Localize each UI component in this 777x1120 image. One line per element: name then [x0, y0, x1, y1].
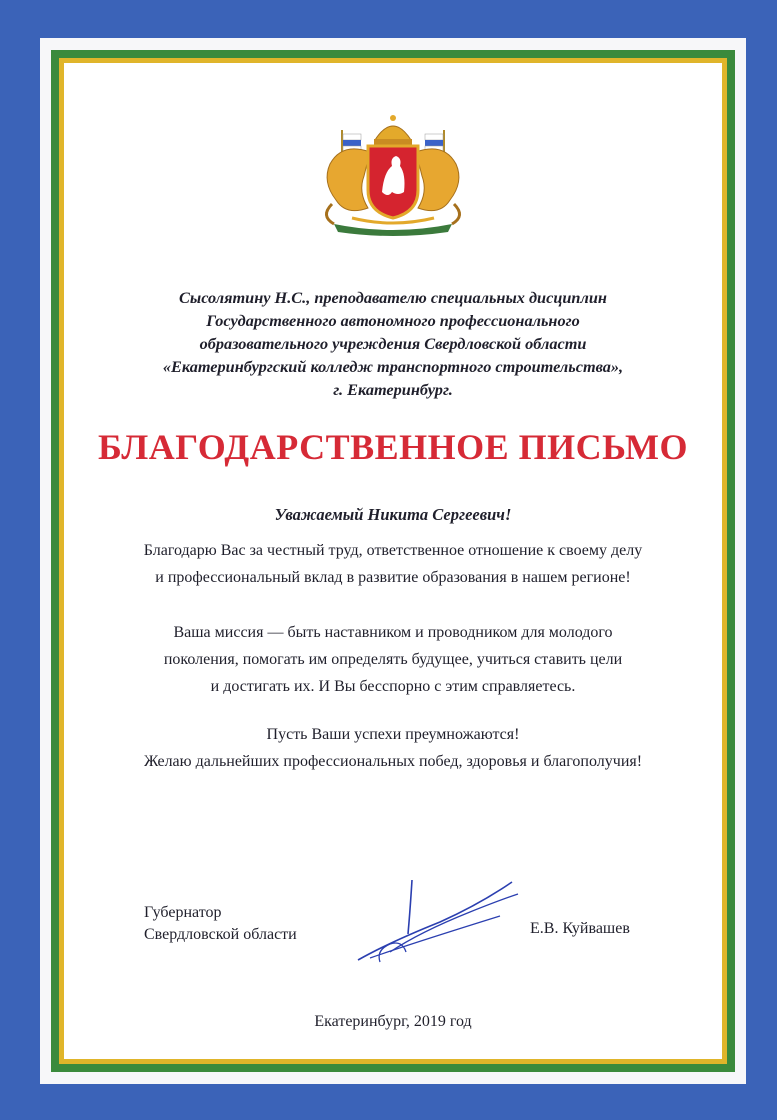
body-paragraph	[70, 721, 716, 775]
addressee-block	[70, 286, 716, 401]
salutation: Уважаемый Никита Сергеевич!	[274, 505, 512, 524]
body-line: Пусть Ваши успехи преумножаются!	[266, 726, 520, 743]
addressee-line: г. Екатеринбург.	[333, 380, 453, 399]
signatory-position-line: Свердловской области	[144, 926, 297, 943]
body-line: Желаю дальнейших профессиональных побед, здоровья и благополучия!	[143, 753, 643, 770]
signatory-name: Е.В. Куйвашев	[530, 920, 630, 937]
body-line: Благодарю Вас за честный труд, ответственное отношение к своему делу	[143, 542, 643, 559]
letter-title: БЛАГОДАРСТВЕННОЕ ПИСЬМО	[97, 427, 689, 467]
body-paragraph	[70, 619, 716, 700]
place-and-year: Екатеринбург, 2019 год	[314, 1013, 472, 1030]
signatory-position	[144, 902, 297, 946]
addressee-line: образовательного учреждения Свердловской области	[199, 334, 587, 353]
body-line: и профессиональный вклад в развитие образования в нашем регионе!	[155, 569, 631, 586]
signature-image	[350, 872, 525, 967]
addressee-line: Государственного автономного профессионального	[206, 311, 580, 330]
addressee-line: Сысолятину Н.С., преподавателю специальных дисциплин	[179, 288, 607, 307]
signatory-position-line: Губернатор	[144, 904, 222, 921]
addressee-line: «Екатеринбургский колледж транспортного строительства»,	[162, 357, 624, 376]
coat-of-arms-icon	[312, 112, 474, 240]
body-line: и достигать их. И Вы бесспорно с этим справляетесь.	[210, 678, 576, 695]
body-line: поколения, помогать им определять будущее, учиться ставить цели	[163, 651, 623, 668]
body-line: Ваша миссия — быть наставником и проводником для молодого	[173, 624, 613, 641]
body-paragraph	[70, 537, 716, 591]
